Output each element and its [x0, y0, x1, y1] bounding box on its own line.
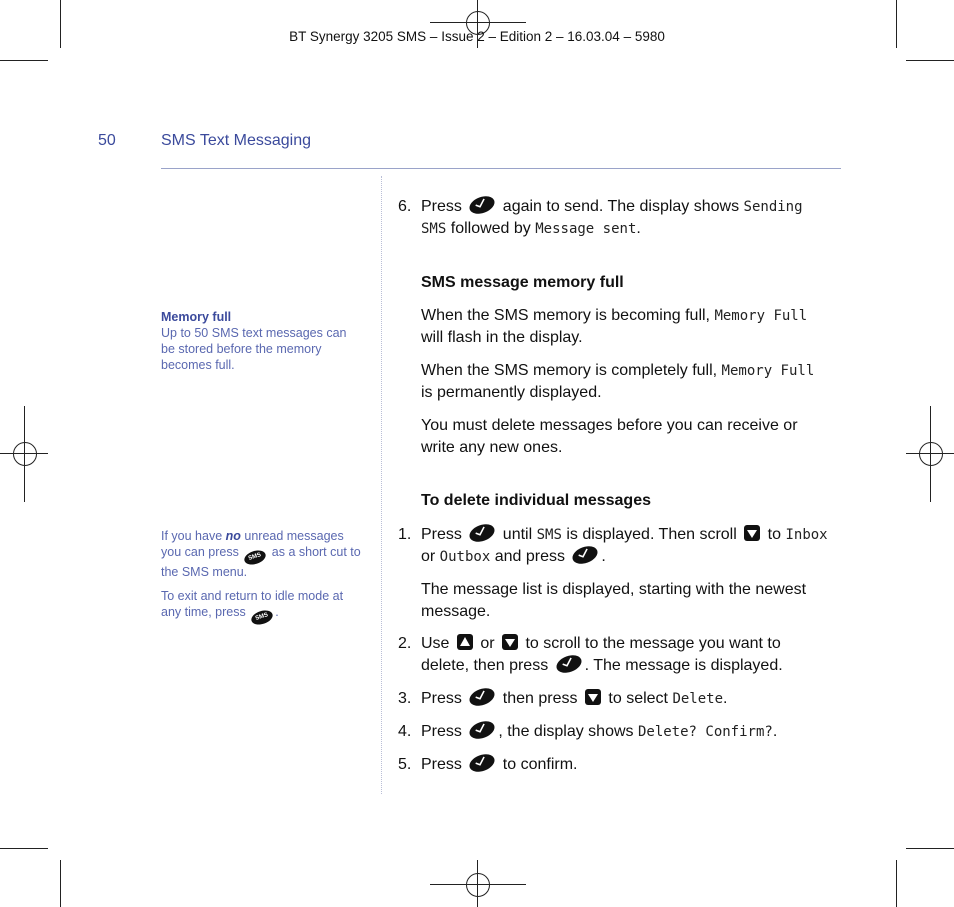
- delete-step-4: 4. Press , the display shows Delete? Confirm?.: [398, 721, 848, 743]
- step-6: 6. Press again to send. The display shows Sending SMS followed by Message sent.: [398, 196, 848, 240]
- ok-check-key-icon: [570, 543, 600, 567]
- display-text: Delete: [672, 691, 724, 707]
- memory-para-1: When the SMS memory is becoming full, Memory Full will flash in the display.: [421, 307, 808, 346]
- down-arrow-key-icon: [743, 524, 761, 542]
- display-text: Memory Full: [721, 363, 815, 379]
- display-text: Sending: [743, 199, 803, 215]
- display-text: SMS: [536, 527, 562, 543]
- memory-para-3: You must delete messages before you can receive or write any new ones.: [421, 417, 798, 456]
- ok-check-key-icon: [554, 652, 584, 676]
- heading-delete-messages: To delete individual messages: [421, 492, 651, 509]
- crop-mark: [906, 848, 954, 849]
- section-title: SMS Text Messaging: [161, 132, 311, 149]
- print-header: BT Synergy 3205 SMS – Issue 2 – Edition 2 – 16.03.04 – 5980: [289, 29, 665, 44]
- down-arrow-key-icon: [501, 633, 519, 651]
- display-text: Delete? Confirm?: [637, 724, 773, 740]
- down-arrow-key-icon: [584, 688, 602, 706]
- registration-mark: [13, 442, 37, 466]
- display-text: Memory Full: [714, 308, 808, 324]
- ok-check-key-icon: [467, 193, 497, 217]
- delete-step-3: 3. Press then press to select Delete.: [398, 688, 848, 710]
- column-separator: [381, 176, 382, 794]
- sidebar-note-memory: [161, 309, 361, 373]
- heading-memory-full: SMS message memory full: [421, 274, 624, 291]
- ok-check-key-icon: [467, 521, 497, 545]
- page-number: 50: [98, 132, 116, 149]
- emphasis-no: no: [225, 529, 241, 543]
- ok-check-key-icon: [467, 751, 497, 775]
- sms-key-icon: SMS: [250, 608, 275, 627]
- display-text: Message sent: [535, 221, 637, 237]
- up-arrow-key-icon: [456, 633, 474, 651]
- ok-check-key-icon: [467, 685, 497, 709]
- registration-mark: [919, 442, 943, 466]
- ok-check-key-icon: [467, 718, 497, 742]
- crop-mark: [896, 860, 897, 907]
- note-text: Up to 50 SMS text messages can be stored before the memory becomes full.: [161, 326, 347, 372]
- sidebar-note-shortcut: If you have no unread messages you can press SMS as a short cut to the SMS menu. To exit and return to idle mode at any time, press SMS .: [161, 528, 361, 624]
- registration-mark: [466, 873, 490, 897]
- delete-step-5: 5. Press to confirm.: [398, 754, 848, 776]
- display-text: SMS: [421, 221, 447, 237]
- delete-step-2: 2. Use or to scroll to the message you want to delete, then press . The message is displayed.: [398, 635, 783, 674]
- crop-mark: [0, 848, 48, 849]
- crop-mark: [60, 860, 61, 907]
- crop-mark: [906, 60, 954, 61]
- header-rule: [161, 168, 841, 169]
- note-title: Memory full: [161, 310, 232, 324]
- display-text: Inbox: [785, 527, 828, 543]
- display-text: Outbox: [439, 549, 491, 565]
- sms-key-icon: SMS: [243, 548, 268, 567]
- memory-para-2: When the SMS memory is completely full, Memory Full is permanently displayed.: [421, 362, 815, 401]
- delete-step-1: 1. Press until SMS is displayed. Then scroll to Inbox or Outbox and press .: [398, 524, 848, 568]
- delete-step-1-note: The message list is displayed, starting with the newest message.: [421, 581, 807, 620]
- crop-mark: [0, 60, 48, 61]
